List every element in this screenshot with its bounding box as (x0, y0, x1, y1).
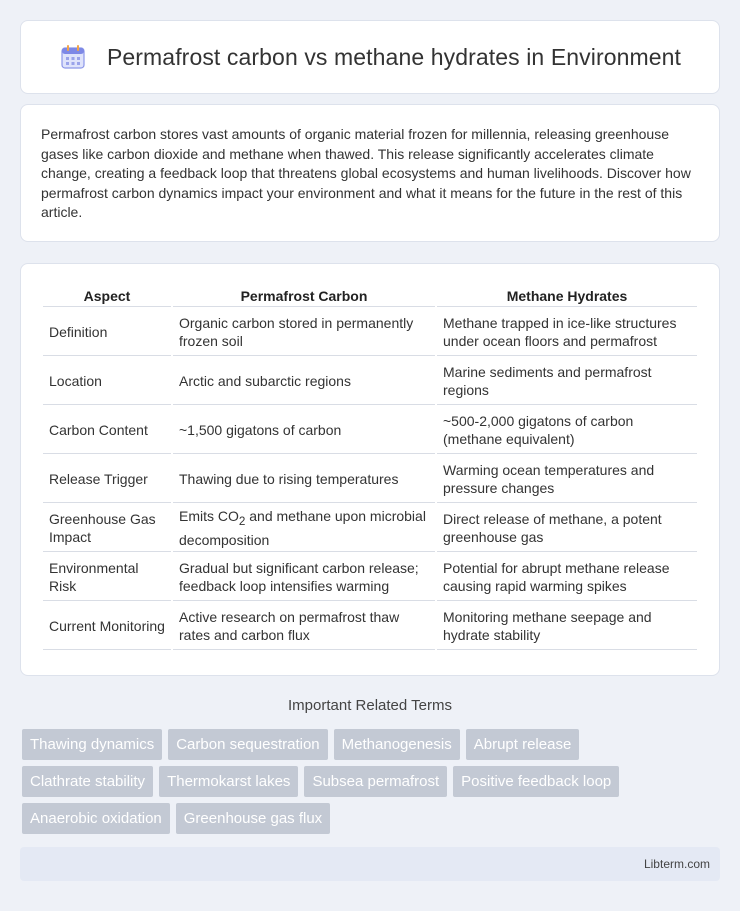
table-row (43, 407, 697, 454)
tag-link[interactable]: Methanogenesis (334, 729, 460, 760)
cell-aspect: Greenhouse Gas Impact (43, 505, 171, 552)
cell-aspect: Current Monitoring (43, 603, 171, 650)
table-row (43, 554, 697, 601)
comparison-table (41, 282, 699, 652)
header-permafrost: Permafrost Carbon (173, 284, 435, 307)
tag-link[interactable]: Positive feedback loop (453, 766, 619, 797)
tag-link[interactable]: Thawing dynamics (22, 729, 162, 760)
header-aspect: Aspect (43, 284, 171, 307)
table-row (43, 603, 697, 650)
cell-aspect: Carbon Content (43, 407, 171, 454)
table-row (43, 505, 697, 552)
cell-hydrates: Warming ocean temperatures and pressure changes (437, 456, 697, 503)
footer (20, 847, 720, 881)
cell-permafrost: Thawing due to rising temperatures (173, 456, 435, 503)
cell-aspect: Environmental Risk (43, 554, 171, 601)
cell-aspect: Location (43, 358, 171, 405)
co2-suffix: and methane upon microbial decomposition (179, 508, 426, 548)
related-terms-title: Important Related Terms (288, 697, 452, 714)
table-header-row (43, 284, 697, 307)
comparison-card (20, 263, 720, 676)
co2-prefix: Emits CO (179, 508, 239, 525)
footer-brand[interactable]: Libterm.com (643, 857, 710, 871)
tag-link[interactable]: Greenhouse gas flux (176, 803, 330, 834)
cell-hydrates: Marine sediments and permafrost regions (437, 358, 697, 405)
page-title: Permafrost carbon vs methane hydrates in Environment (106, 43, 682, 70)
cell-hydrates: Direct release of methane, a potent greenhouse gas (437, 505, 697, 552)
cell-permafrost: Gradual but significant carbon release; feedback loop intensifies warming (173, 554, 435, 601)
cell-hydrates: Monitoring methane seepage and hydrate stability (437, 603, 697, 650)
intro-text: Permafrost carbon stores vast amounts of organic material frozen for millennia, releasing greenhouse gases like carbon dioxide and methane when thawed. This release significantly accelerates climate change, creating a feedback loop that threatens global ecosystems and human livelihoods. Discover how permafrost carbon dynamics impact your environment and what it means for the future in the rest of this article. (41, 126, 691, 220)
header-card (20, 20, 720, 94)
cell-aspect: Definition (43, 309, 171, 356)
related-terms-list (22, 729, 722, 840)
table-row (43, 456, 697, 503)
tag-link[interactable]: Anaerobic oxidation (22, 803, 170, 834)
cell-hydrates: ~500-2,000 gigatons of carbon (methane equivalent) (437, 407, 697, 454)
tag-link[interactable]: Thermokarst lakes (159, 766, 298, 797)
cell-permafrost: Arctic and subarctic regions (173, 358, 435, 405)
table-row (43, 358, 697, 405)
co2-subscript: 2 (238, 514, 246, 528)
tag-link[interactable]: Clathrate stability (22, 766, 153, 797)
cell-permafrost: Active research on permafrost thaw rates and carbon flux (173, 603, 435, 650)
tag-link[interactable]: Abrupt release (466, 729, 580, 760)
tag-link[interactable]: Subsea permafrost (304, 766, 447, 797)
table-row (43, 309, 697, 356)
cell-aspect: Release Trigger (43, 456, 171, 503)
header-hydrates: Methane Hydrates (437, 284, 697, 307)
cell-hydrates: Methane trapped in ice-like structures under ocean floors and permafrost (437, 309, 697, 356)
cell-permafrost: ~1,500 gigatons of carbon (173, 407, 435, 454)
cell-hydrates: Potential for abrupt methane release causing rapid warming spikes (437, 554, 697, 601)
calendar-icon (59, 43, 87, 71)
intro-card (20, 104, 720, 242)
cell-permafrost (173, 505, 435, 552)
tag-link[interactable]: Carbon sequestration (168, 729, 327, 760)
cell-permafrost: Organic carbon stored in permanently frozen soil (173, 309, 435, 356)
